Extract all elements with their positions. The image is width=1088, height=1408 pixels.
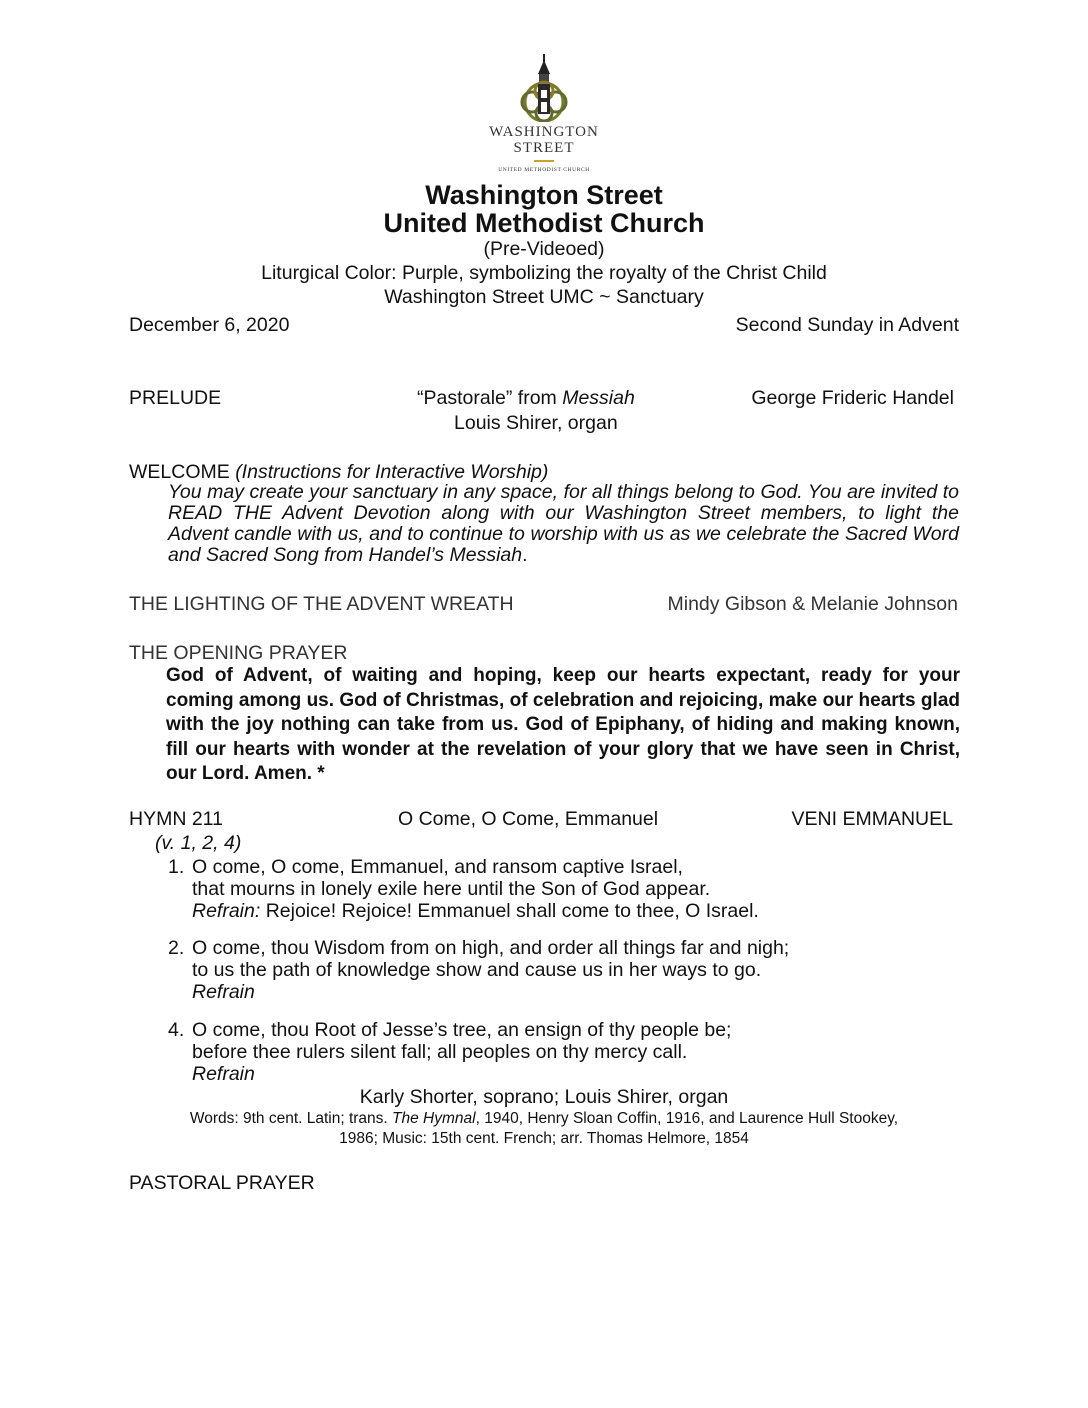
opening-prayer-text: God of Advent, of waiting and hoping, keep our hearts expectant, ready for your coming among us. God of Christmas, of celebration and rejoicing, make our hearts glad with the joy nothing can take from us. God of Epiphany, of hiding and making known, fill our hearts with wonder at the revelation of your glory that we have seen in Christ, our Lord. Amen. * <box>166 665 960 784</box>
advent-wreath-readers: Mindy Gibson & Melanie Johnson <box>667 593 958 615</box>
verse-4-number: 4. <box>168 1019 185 1041</box>
verse-4-refrain: Refrain <box>192 1063 255 1085</box>
verse-2-refrain: Refrain <box>192 981 255 1003</box>
hymn-credits-line-1: Words: 9th cent. Latin; trans. The Hymnal, 1940, Henry Sloan Coffin, 1916, and Laurence Hull Stookey, <box>189 1110 899 1127</box>
hymn-credits-work: The Hymnal <box>392 1110 476 1127</box>
prelude-work: Messiah <box>562 387 635 409</box>
liturgical-color: Liturgical Color: Purple, symbolizing the royalty of the Christ Child <box>261 262 827 284</box>
logo-name-line1: WASHINGTON <box>489 124 599 140</box>
service-subtitle: (Pre-Videoed) <box>483 238 605 260</box>
logo-tagline: UNITED METHODIST CHURCH <box>498 167 590 173</box>
church-name-line1: Washington Street <box>425 180 663 210</box>
pastoral-prayer-label: PASTORAL PRAYER <box>129 1172 315 1194</box>
service-location: Washington Street UMC ~ Sanctuary <box>384 286 704 308</box>
prelude-label: PRELUDE <box>129 387 222 409</box>
prelude-performer: Louis Shirer, organ <box>454 412 618 434</box>
verse-4-line-1: 4. O come, thou Root of Jesse’s tree, an ensign of thy people be; <box>168 1019 732 1041</box>
hymn-title: O Come, O Come, Emmanuel <box>398 808 659 830</box>
refrain-label: Refrain: <box>192 900 261 922</box>
hymn-tune: VENI EMMANUEL <box>791 808 953 830</box>
welcome-heading: WELCOME (Instructions for Interactive Worship) <box>129 461 549 483</box>
church-name-line2: United Methodist Church <box>383 208 705 238</box>
verse-1-line-1: 1. O come, O come, Emmanuel, and ransom captive Israel, <box>168 856 683 878</box>
logo-name-line2: STREET <box>513 140 575 156</box>
verse-1-line-2: that mourns in lonely exile here until the Son of God appear. <box>192 878 711 900</box>
welcome-text: You may create your sanctuary in any space, for all things belong to God. You are invited to READ THE Advent Devotion along with our Washington Street members, to light the Advent candle with us, and to continue to worship with us as we celebrate the Sacred Word and Sacred Song from Handel’s Messiah. <box>168 481 959 566</box>
opening-prayer-label: THE OPENING PRAYER <box>129 642 348 664</box>
hymn-verses-note: (v. 1, 2, 4) <box>155 832 242 854</box>
hymn-performers: Karly Shorter, soprano; Louis Shirer, organ <box>359 1086 729 1108</box>
service-date: December 6, 2020 <box>129 314 290 336</box>
verse-1-refrain: Refrain: Rejoice! Rejoice! Emmanuel shall come to thee, O Israel. <box>192 900 759 922</box>
hymn-credits-line-2: 1986; Music: 15th cent. French; arr. Thomas Helmore, 1854 <box>339 1130 749 1147</box>
church-logo-icon <box>514 52 574 122</box>
verse-4-line-2: before thee rulers silent fall; all peoples on thy mercy call. <box>192 1041 688 1063</box>
service-occasion: Second Sunday in Advent <box>735 314 959 336</box>
hymn-number: HYMN 211 <box>129 808 223 830</box>
verse-2-line-2: to us the path of knowledge show and cause us in her ways to go. <box>192 959 762 981</box>
advent-wreath-label: THE LIGHTING OF THE ADVENT WREATH <box>129 593 514 615</box>
logo-divider <box>534 160 554 162</box>
verse-2-number: 2. <box>168 937 185 959</box>
prelude-composer: George Frideric Handel <box>751 387 954 409</box>
welcome-instructions: (Instructions for Interactive Worship) <box>235 461 549 483</box>
prelude-title: “Pastorale” from Messiah <box>417 387 635 409</box>
welcome-work: Messiah <box>449 544 523 566</box>
verse-2-line-1: 2. O come, thou Wisdom from on high, and order all things far and nigh; <box>168 937 790 959</box>
verse-1-number: 1. <box>168 856 185 878</box>
